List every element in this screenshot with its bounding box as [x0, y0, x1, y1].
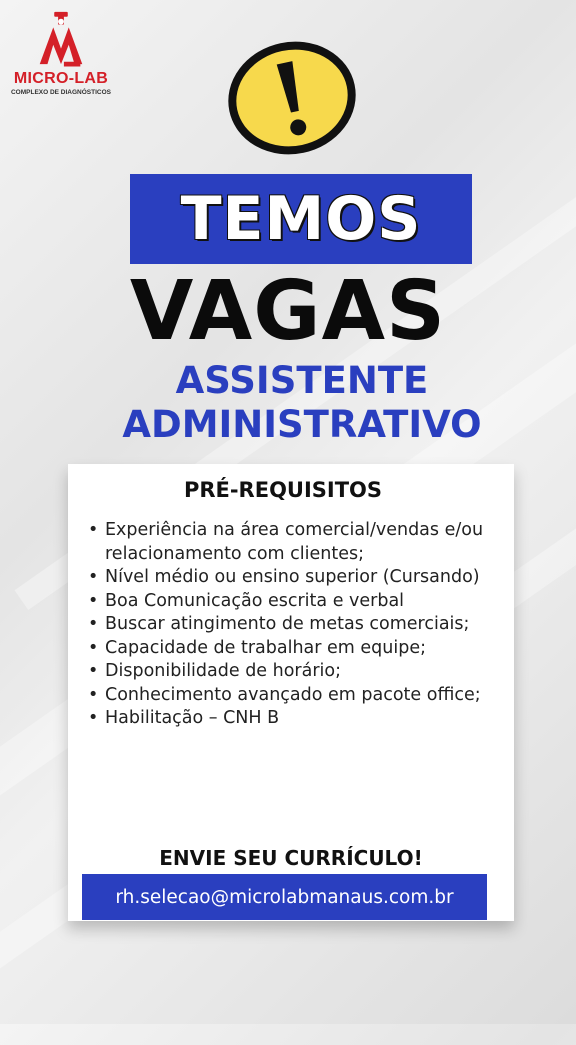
- headline-vagas: VAGAS: [129, 264, 447, 359]
- list-item: • Buscar atingimento de metas comerciais;: [88, 613, 514, 637]
- headline-temos: TEMOS: [180, 184, 422, 254]
- requirements-list: [88, 519, 514, 731]
- brand-name: MICRO-LAB: [13, 70, 109, 87]
- list-item: • Disponibilidade de horário;: [88, 660, 514, 684]
- list-item: • Boa Comunicação escrita e verbal: [88, 590, 514, 614]
- list-item: • Experiência na área comercial/vendas e/ou relacionamento com clientes;: [88, 519, 514, 566]
- brand-subtitle: COMPLEXO DE DIAGNÓSTICOS: [10, 89, 112, 96]
- headline-banner: [130, 174, 472, 264]
- email-banner[interactable]: [82, 874, 487, 920]
- cta-heading: ENVIE SEU CURRÍCULO!: [159, 846, 423, 870]
- requirements-title: PRÉ-REQUISITOS: [183, 478, 383, 502]
- brand-logo: [6, 10, 116, 105]
- position-title-line1: ASSISTENTE: [175, 359, 429, 402]
- requirements-card: [68, 464, 514, 921]
- email-link[interactable]: rh.selecao@microlabmanaus.com.br: [115, 886, 454, 908]
- list-item: • Conhecimento avançado em pacote office;: [88, 684, 514, 708]
- list-item: • Capacidade de trabalhar em equipe;: [88, 637, 514, 661]
- list-item: • Nível médio ou ensino superior (Cursando): [88, 566, 514, 590]
- lab-flask-logo-icon: [32, 10, 90, 68]
- position-title-line2: ADMINISTRATIVO: [122, 403, 482, 446]
- list-item: • Habilitação – CNH B: [88, 707, 514, 731]
- exclamation-warning-icon: [222, 40, 362, 155]
